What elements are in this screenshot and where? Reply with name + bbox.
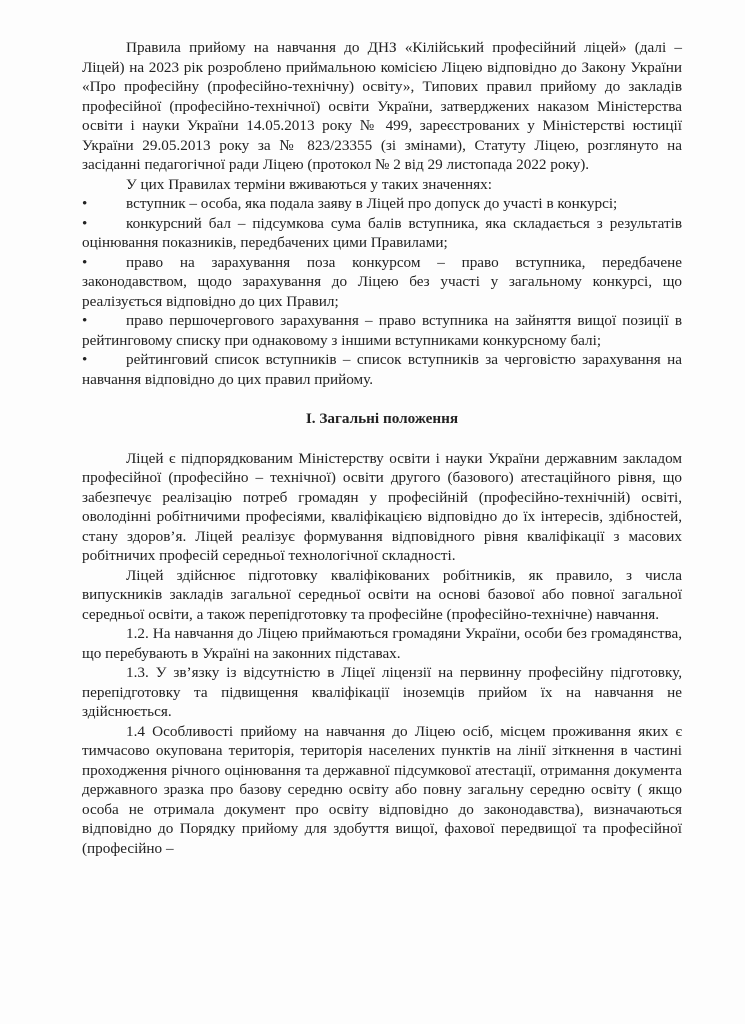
list-item xyxy=(82,350,682,389)
terms-intro: У цих Правилах терміни вживаються у таких значеннях: xyxy=(126,175,492,193)
term-definition: рейтинговий список вступників – список вступників за черговістю зарахування на навчання відповідно до цих правил прийому. xyxy=(82,351,682,388)
bullet-icon: • xyxy=(82,214,88,232)
bullet-icon: • xyxy=(82,312,88,329)
term-definition: право на зарахування поза конкурсом – право вступника, передбачене законодавством, щодо зарахування до Ліцею без участі у загальному конкурсі, що реалізується відповідно до цих Правил; xyxy=(82,253,682,310)
term-definition: вступник – особа, яка подала заяву в Ліцей про допуск до участі в конкурсі; xyxy=(126,195,618,212)
terms-list xyxy=(82,194,682,389)
section-paragraph: 1.2. На навчання до Ліцею приймаються громадяни України, особи без громадянства, що перебувають в Україні на законних підставах. xyxy=(82,625,682,662)
section-paragraph: Ліцей є підпорядкованим Міністерству освіти і науки України державним закладом професійної (професійно – технічної) освіти другого (базового) атестаційного рівня, що забезпечує реалізацію потреб громадян у професійній (професійно-технічній) освіті, оволодінні робітничими професіями, кваліфікацією відповідно до їх інтересів, здібностей, стану здоров’я. Ліцей реалізує формування відповідного рівня кваліфікації з масових робітничих професій середньої технологічної складності. xyxy=(82,449,682,564)
term-definition: конкурсний бал – підсумкова сума балів вступника, яка складається з результатів оцінювання показників, передбачених цими Правилами; xyxy=(82,214,682,251)
intro-paragraph: Правила прийому на навчання до ДНЗ «Кілійський професійний ліцей» (далі – Ліцей) на 2023 рік розроблено приймальною комісією Ліцею відповідно до Закону України «Про професійну (професійно-технічну) освіту», Типових правил прийому до закладів професійної (професійно-технічної) освіти України, затверджених наказом Міністерства освіти і науки України 14.05.2013 року № 499, зареєстрованих у Міністерстві юстиції України 29.05.2013 року за № 823/23355 (зі змінами), Статуту Ліцею, розглянуто на засіданні педагогічної ради Ліцею (протокол № 2 від 29 листопада 2022 року). xyxy=(82,39,682,173)
section-paragraph: 1.3. У зв’язку із відсутністю в Ліцеї ліцензії на первинну професійну підготовку, перепідготовку та підвищення кваліфікації іноземців прийом їх на навчання не здійснюється. xyxy=(82,664,682,720)
section-heading: І. Загальні положення xyxy=(305,410,459,427)
list-item xyxy=(82,214,682,253)
document-body xyxy=(82,38,682,858)
bullet-icon: • xyxy=(82,351,88,368)
section-paragraph: Ліцей здійснює підготовку кваліфікованих робітників, як правило, з числа випускників закладів загальної середньої освіти на основі базової або повної загальної середньої освіти, а також перепідготовку та професійне (професійно-технічне) навчання. xyxy=(82,566,682,623)
list-item xyxy=(82,194,682,214)
list-item xyxy=(82,253,682,312)
list-item xyxy=(82,311,682,350)
section-paragraph: 1.4 Особливості прийому на навчання до Ліцею осіб, місцем проживання яких є тимчасово окупована територія, територія населених пунктів на лінії зіткнення в частині проходження річного оцінювання та державної підсумкової атестації, отримання документа державного зразка про базову середню освіту або повну загальну середню освіту ( якщо особа не отримала документ про освіту відповідно до законодавства), визначаються відповідно до Порядку прийому для здобуття вищої, фахової передвищої та професійної (професійно – xyxy=(82,722,682,857)
term-definition: право першочергового зарахування – право вступника на зайняття вищої позиції в рейтинговому списку при однаковому з іншими вступниками конкурсному балі; xyxy=(82,312,682,349)
bullet-icon: • xyxy=(82,253,88,271)
bullet-icon: • xyxy=(82,195,88,212)
